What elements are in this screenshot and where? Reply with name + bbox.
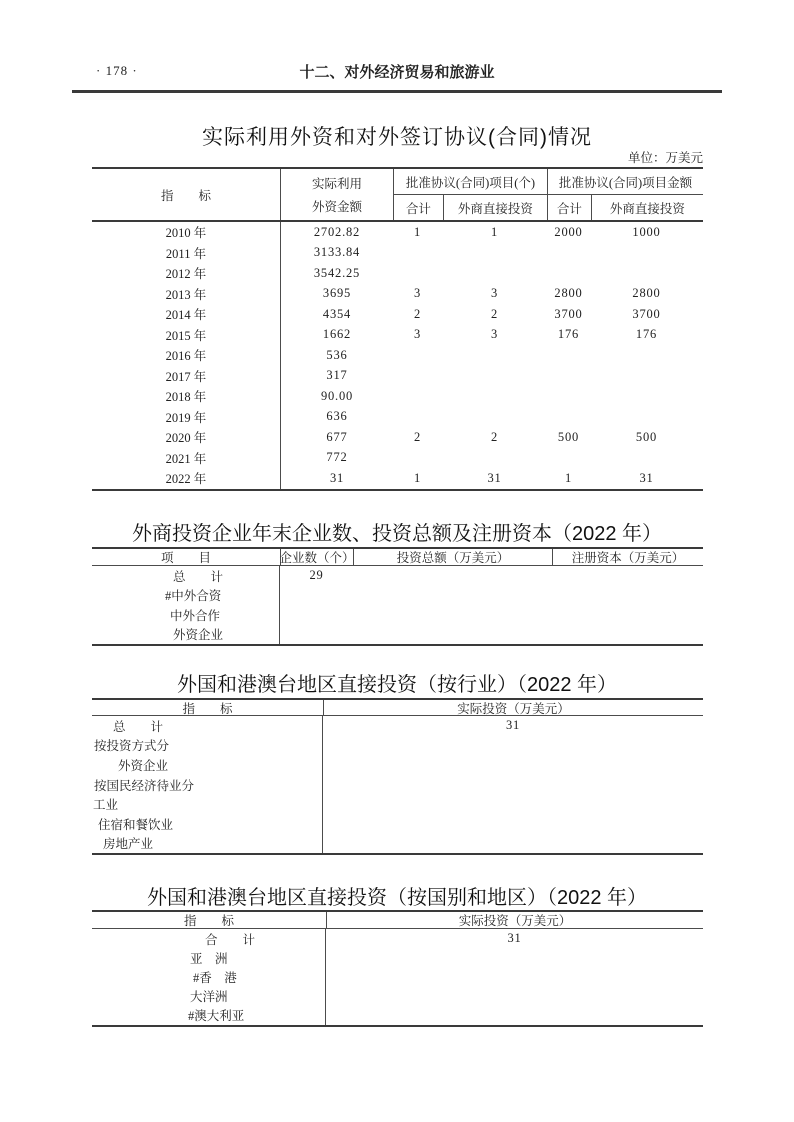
cell-count-fdi xyxy=(442,243,547,264)
cell-amount-fdi xyxy=(590,366,703,387)
cell-count-total xyxy=(393,243,442,264)
cell-actual-investment xyxy=(323,775,703,795)
table-row xyxy=(92,304,703,325)
row-label: 2014 年 xyxy=(165,308,207,323)
cell-count-total xyxy=(393,386,442,407)
cell-actual-investment xyxy=(326,967,703,986)
cell-count-total: 3 xyxy=(413,286,422,301)
row-label: 2019 年 xyxy=(165,410,207,425)
row-label: 房地产业 xyxy=(92,834,323,854)
cell-utilized: 3695 xyxy=(280,284,393,305)
table4-title: 外国和港澳台地区直接投资（按国别和地区）（2022 年） xyxy=(146,887,648,909)
table2-title: 外商投资企业年末企业数、投资总额及注册资本（2022 年） xyxy=(131,523,663,545)
row-label: 总 计 xyxy=(92,716,323,736)
cell-total-investment xyxy=(353,625,552,645)
cell-actual-investment xyxy=(323,794,703,814)
cell-amount-total xyxy=(547,345,590,366)
table-fdi-by-country xyxy=(92,910,703,1027)
table-row xyxy=(92,814,703,834)
cell-utilized: 3542.25 xyxy=(280,263,393,284)
cell-amount-fdi xyxy=(590,448,703,469)
table-row xyxy=(92,386,703,407)
row-label: #中外合资 xyxy=(92,586,280,606)
cell-total-investment xyxy=(353,566,552,586)
table4-header xyxy=(92,910,703,929)
table-row xyxy=(92,468,703,489)
table-row xyxy=(92,325,703,346)
table-row xyxy=(92,222,703,243)
cell-amount-total xyxy=(547,386,590,407)
column-header-actual-investment: 实际投资（万美元） xyxy=(323,700,703,715)
column-header-count-fdi: 外商直接投资 xyxy=(443,195,547,220)
unit-note: 单位：万美元 xyxy=(627,151,703,165)
cell-actual-investment xyxy=(326,1006,703,1025)
column-header-utilized-line1: 实际利用 xyxy=(311,177,362,191)
cell-count-total xyxy=(393,448,442,469)
table-row xyxy=(92,794,703,814)
row-label: 外资企业 xyxy=(92,625,280,645)
cell-enterprise-count xyxy=(280,586,353,606)
table-row xyxy=(92,566,703,586)
cell-actual-investment xyxy=(323,834,703,854)
cell-amount-total: 2800 xyxy=(554,286,583,301)
cell-amount-total: 500 xyxy=(557,429,580,444)
cell-actual-investment xyxy=(323,755,703,775)
row-label: #香 港 xyxy=(92,967,326,986)
cell-count-total xyxy=(393,366,442,387)
row-label: 大洋洲 xyxy=(92,987,326,1006)
column-header-utilized-amount xyxy=(280,169,393,220)
row-label: 住宿和餐饮业 xyxy=(92,814,323,834)
cell-utilized: 317 xyxy=(280,366,393,387)
table-row xyxy=(92,345,703,366)
header-rule xyxy=(72,90,722,93)
cell-count-fdi xyxy=(442,448,547,469)
table-row xyxy=(92,448,703,469)
table-row xyxy=(92,625,703,645)
cell-count-fdi xyxy=(442,345,547,366)
row-label: 外资企业 xyxy=(92,755,323,775)
cell-registered-capital xyxy=(552,586,703,606)
table-row xyxy=(92,366,703,387)
cell-actual-investment xyxy=(323,814,703,834)
table-row xyxy=(92,834,703,854)
cell-count-total: 3 xyxy=(413,327,422,342)
cell-count-fdi xyxy=(442,366,547,387)
cell-count-fdi xyxy=(442,407,547,428)
table1-header xyxy=(92,167,703,222)
cell-registered-capital xyxy=(552,605,703,625)
table3-body xyxy=(92,716,703,855)
row-label: 2013 年 xyxy=(165,287,207,302)
cell-count-fdi: 1 xyxy=(490,224,499,239)
cell-actual-investment: 31 xyxy=(505,718,521,733)
column-header-indicator: 指 标 xyxy=(183,914,234,928)
table1-body xyxy=(92,222,703,491)
row-label: 2012 年 xyxy=(165,267,207,282)
cell-amount-fdi: 3700 xyxy=(632,306,661,321)
row-label: 2017 年 xyxy=(165,369,207,384)
cell-amount-total: 1 xyxy=(564,470,573,485)
row-label: 2015 年 xyxy=(165,328,207,343)
column-header-count-total: 合计 xyxy=(405,201,431,216)
table-row xyxy=(92,716,703,736)
cell-count-total: 2 xyxy=(413,306,422,321)
cell-utilized: 31 xyxy=(280,468,393,489)
table-row xyxy=(92,967,703,986)
cell-utilized: 536 xyxy=(280,345,393,366)
table-row xyxy=(92,775,703,795)
cell-count-total: 1 xyxy=(413,470,422,485)
cell-amount-fdi: 1000 xyxy=(632,224,661,239)
cell-utilized: 636 xyxy=(280,407,393,428)
cell-actual-investment: 31 xyxy=(507,931,522,946)
cell-count-fdi: 2 xyxy=(490,306,499,321)
page-number: · 178 · xyxy=(96,63,138,78)
cell-amount-total: 3700 xyxy=(554,306,583,321)
cell-count-fdi xyxy=(442,386,547,407)
cell-registered-capital xyxy=(552,566,703,586)
column-group-approved-count xyxy=(393,169,547,220)
cell-count-total: 1 xyxy=(413,224,422,239)
table4-body xyxy=(92,929,703,1027)
cell-amount-fdi xyxy=(590,243,703,264)
cell-amount-fdi: 31 xyxy=(639,470,654,485)
row-label: 合 计 xyxy=(92,929,326,948)
table-row xyxy=(92,929,703,948)
cell-count-fdi: 31 xyxy=(487,470,502,485)
row-label: 2018 年 xyxy=(165,390,207,405)
table-row xyxy=(92,736,703,756)
column-group-approved-amount-label: 批准协议(合同)项目金额 xyxy=(548,169,703,195)
cell-count-total xyxy=(393,263,442,284)
cell-amount-total xyxy=(547,448,590,469)
row-label: 2011 年 xyxy=(165,246,207,261)
cell-enterprise-count xyxy=(280,625,353,645)
table-row xyxy=(92,755,703,775)
cell-amount-fdi xyxy=(590,407,703,428)
table3-title: 外国和港澳台地区直接投资（按行业）（2022 年） xyxy=(176,674,618,696)
cell-actual-investment xyxy=(326,987,703,1006)
row-label: 2022 年 xyxy=(165,472,207,487)
column-group-approved-amount-subs xyxy=(548,195,703,220)
table-row xyxy=(92,243,703,264)
cell-amount-total xyxy=(547,366,590,387)
cell-utilized: 772 xyxy=(280,448,393,469)
row-label: 按国民经济待业分 xyxy=(92,775,323,795)
column-header-amount-total: 合计 xyxy=(556,201,582,216)
column-header-enterprise-count: 企业数（个） xyxy=(279,551,355,565)
row-label: #澳大利亚 xyxy=(92,1006,326,1025)
cell-utilized: 2702.82 xyxy=(280,222,393,243)
column-header-registered-capital: 注册资本（万美元） xyxy=(552,549,703,565)
cell-amount-total xyxy=(547,243,590,264)
row-label: 按投资方式分 xyxy=(92,736,323,756)
cell-amount-total: 176 xyxy=(557,327,580,342)
cell-amount-total xyxy=(547,263,590,284)
cell-utilized: 1662 xyxy=(280,325,393,346)
cell-amount-total xyxy=(547,407,590,428)
row-label: 2021 年 xyxy=(165,451,207,466)
cell-registered-capital xyxy=(552,625,703,645)
cell-amount-fdi: 176 xyxy=(635,327,658,342)
table-row xyxy=(92,586,703,606)
table2-header xyxy=(92,547,703,566)
column-group-approved-count-label: 批准协议(合同)项目(个) xyxy=(394,169,547,195)
table-row xyxy=(92,284,703,305)
cell-amount-total: 2000 xyxy=(554,224,583,239)
cell-count-fdi: 2 xyxy=(490,429,499,444)
row-label: 工业 xyxy=(92,794,323,814)
cell-enterprise-count xyxy=(280,605,353,625)
table2-body xyxy=(92,566,703,646)
row-label: 亚 洲 xyxy=(92,948,326,967)
table-row xyxy=(92,987,703,1006)
cell-actual-investment xyxy=(323,736,703,756)
row-label: 2020 年 xyxy=(165,431,207,446)
cell-utilized: 4354 xyxy=(280,304,393,325)
cell-count-fdi xyxy=(442,263,547,284)
cell-amount-fdi xyxy=(590,263,703,284)
table-row xyxy=(92,407,703,428)
table-row xyxy=(92,1006,703,1025)
cell-count-total xyxy=(393,345,442,366)
table-fdi-by-industry xyxy=(92,698,703,855)
cell-amount-fdi: 500 xyxy=(635,429,658,444)
column-header-utilized-line2: 外资金额 xyxy=(311,200,362,214)
cell-amount-fdi xyxy=(590,345,703,366)
column-group-approved-count-subs xyxy=(394,195,547,220)
chapter-title: 十二、对外经济贸易和旅游业 xyxy=(299,64,495,81)
table-row xyxy=(92,605,703,625)
row-label: 中外合作 xyxy=(92,605,280,625)
table-enterprise-capital xyxy=(92,547,703,646)
cell-actual-investment xyxy=(326,948,703,967)
column-header-item: 项 目 xyxy=(160,551,211,565)
cell-utilized: 3133.84 xyxy=(280,243,393,264)
cell-total-investment xyxy=(353,586,552,606)
column-header-actual-investment: 实际投资（万美元） xyxy=(326,912,703,928)
cell-amount-fdi xyxy=(590,386,703,407)
cell-count-fdi: 3 xyxy=(490,286,499,301)
table-row xyxy=(92,263,703,284)
column-header-indicator: 指 标 xyxy=(182,701,233,716)
table3-header xyxy=(92,698,703,716)
row-label: 总 计 xyxy=(92,566,280,586)
row-label: 2010 年 xyxy=(165,226,207,241)
column-group-approved-amount xyxy=(547,169,703,220)
cell-count-fdi: 3 xyxy=(490,327,499,342)
column-header-amount-fdi: 外商直接投资 xyxy=(591,195,703,220)
cell-utilized: 90.00 xyxy=(280,386,393,407)
table-row xyxy=(92,948,703,967)
cell-total-investment xyxy=(353,605,552,625)
table1-title: 实际利用外资和对外签订协议(合同)情况 xyxy=(202,126,592,149)
cell-amount-fdi: 2800 xyxy=(632,286,661,301)
cell-utilized: 677 xyxy=(280,427,393,448)
column-header-indicator: 指 标 xyxy=(160,188,211,203)
table-fdi-utilization xyxy=(92,167,703,491)
table-row xyxy=(92,427,703,448)
row-label: 2016 年 xyxy=(165,349,207,364)
cell-enterprise-count: 29 xyxy=(309,568,324,583)
cell-count-total xyxy=(393,407,442,428)
cell-count-total: 2 xyxy=(413,429,422,444)
column-header-total-investment: 投资总额（万美元） xyxy=(353,549,552,565)
